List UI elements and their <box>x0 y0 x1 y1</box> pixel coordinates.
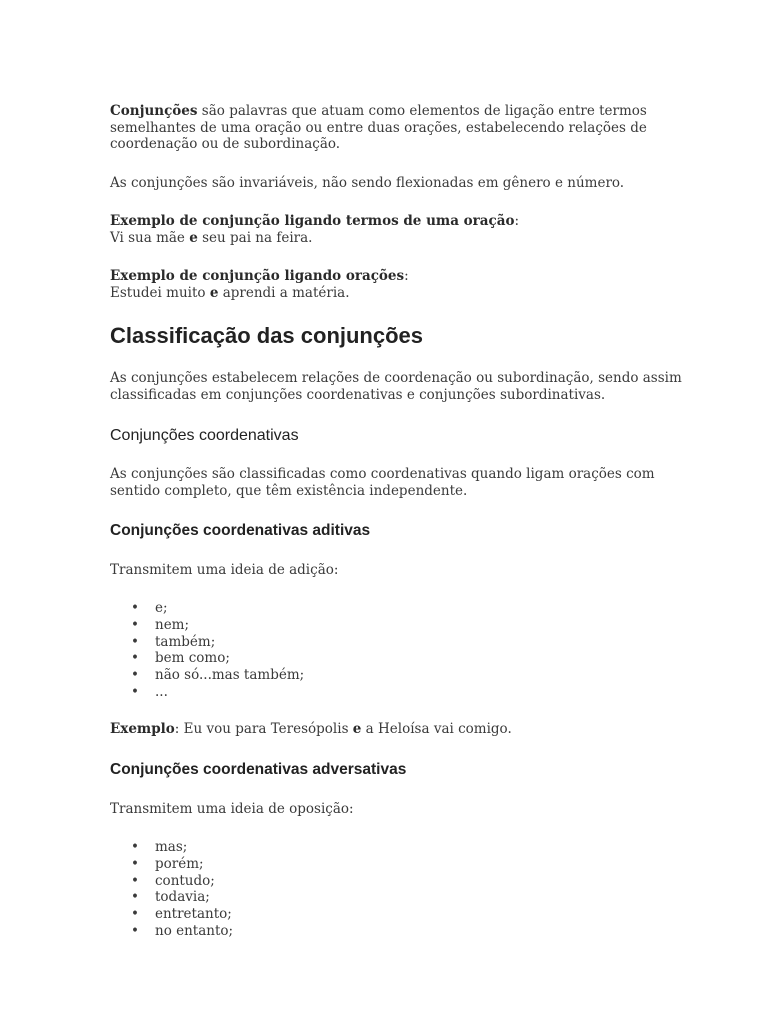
coordinative-heading: Conjunções coordenativas <box>110 427 299 444</box>
additive-example-label: Exemplo <box>110 721 175 737</box>
list-item: • nem; <box>110 617 304 634</box>
additive-example-colon: : <box>174 721 180 737</box>
example-terms-before: Vi sua mãe <box>110 229 190 246</box>
additive-example-before: Eu vou para Teresópolis <box>179 721 353 737</box>
additive-list <box>110 600 304 701</box>
list-item: • todavia; <box>110 889 233 906</box>
additive-example <box>110 721 690 738</box>
list-item: • e; <box>110 600 304 617</box>
list-item: • também; <box>110 634 304 651</box>
example-clauses-paragraph <box>110 268 690 301</box>
additive-heading: Conjunções coordenativas aditivas <box>110 522 371 539</box>
adversative-heading: Conjunções coordenativas adversativas <box>110 761 407 778</box>
additive-example-after: a Heloísa vai comigo. <box>361 721 512 737</box>
list-item: • porém; <box>110 856 233 873</box>
list-item: • entretanto; <box>110 906 233 923</box>
example-terms-paragraph <box>110 213 690 246</box>
intro-paragraph <box>110 103 690 153</box>
coordinative-paragraph: As conjunções são classificadas como coordenativas quando ligam orações com sentido completo, que têm existência independente. <box>110 466 655 499</box>
example-terms-after: seu pai na feira. <box>197 229 313 246</box>
example-clauses-before: Estudei muito <box>110 284 210 301</box>
list-item: • bem como; <box>110 650 304 667</box>
example-terms-colon: : <box>514 213 520 229</box>
list-item: • não só...mas também; <box>110 667 304 684</box>
additive-example-conj: e <box>352 721 362 737</box>
adversative-list <box>110 839 233 940</box>
example-clauses-label: Exemplo de conjunção ligando orações <box>110 268 405 284</box>
invariable-paragraph: As conjunções são invariáveis, não sendo flexionadas em gênero e número. <box>110 175 625 191</box>
classification-heading: Classificação das conjunções <box>110 323 424 348</box>
list-item: • mas; <box>110 839 233 856</box>
list-item: • contudo; <box>110 873 233 890</box>
example-clauses-conj: e <box>209 284 219 301</box>
list-item: • no entanto; <box>110 923 233 940</box>
example-terms-conj: e <box>189 229 198 246</box>
intro-definition: são palavras que atuam como elementos de ligação entre termos semelhantes de uma oração ou entre duas orações, estabelecendo relações de coordenação ou de subordinação. <box>110 103 647 152</box>
additive-intro: Transmitem uma ideia de adição: <box>110 562 339 578</box>
adversative-intro: Transmitem uma ideia de oposição: <box>110 801 354 817</box>
example-terms-label: Exemplo de conjunção ligando termos de uma oração <box>110 213 515 229</box>
classification-paragraph: As conjunções estabelecem relações de coordenação ou subordinação, sendo assim classificadas em conjunções coordenativas e conjunções subordinativas. <box>110 370 682 403</box>
example-clauses-after: aprendi a matéria. <box>218 284 350 301</box>
example-clauses-colon: : <box>404 268 409 284</box>
list-item: • ... <box>110 684 304 701</box>
intro-term: Conjunções <box>110 103 198 119</box>
